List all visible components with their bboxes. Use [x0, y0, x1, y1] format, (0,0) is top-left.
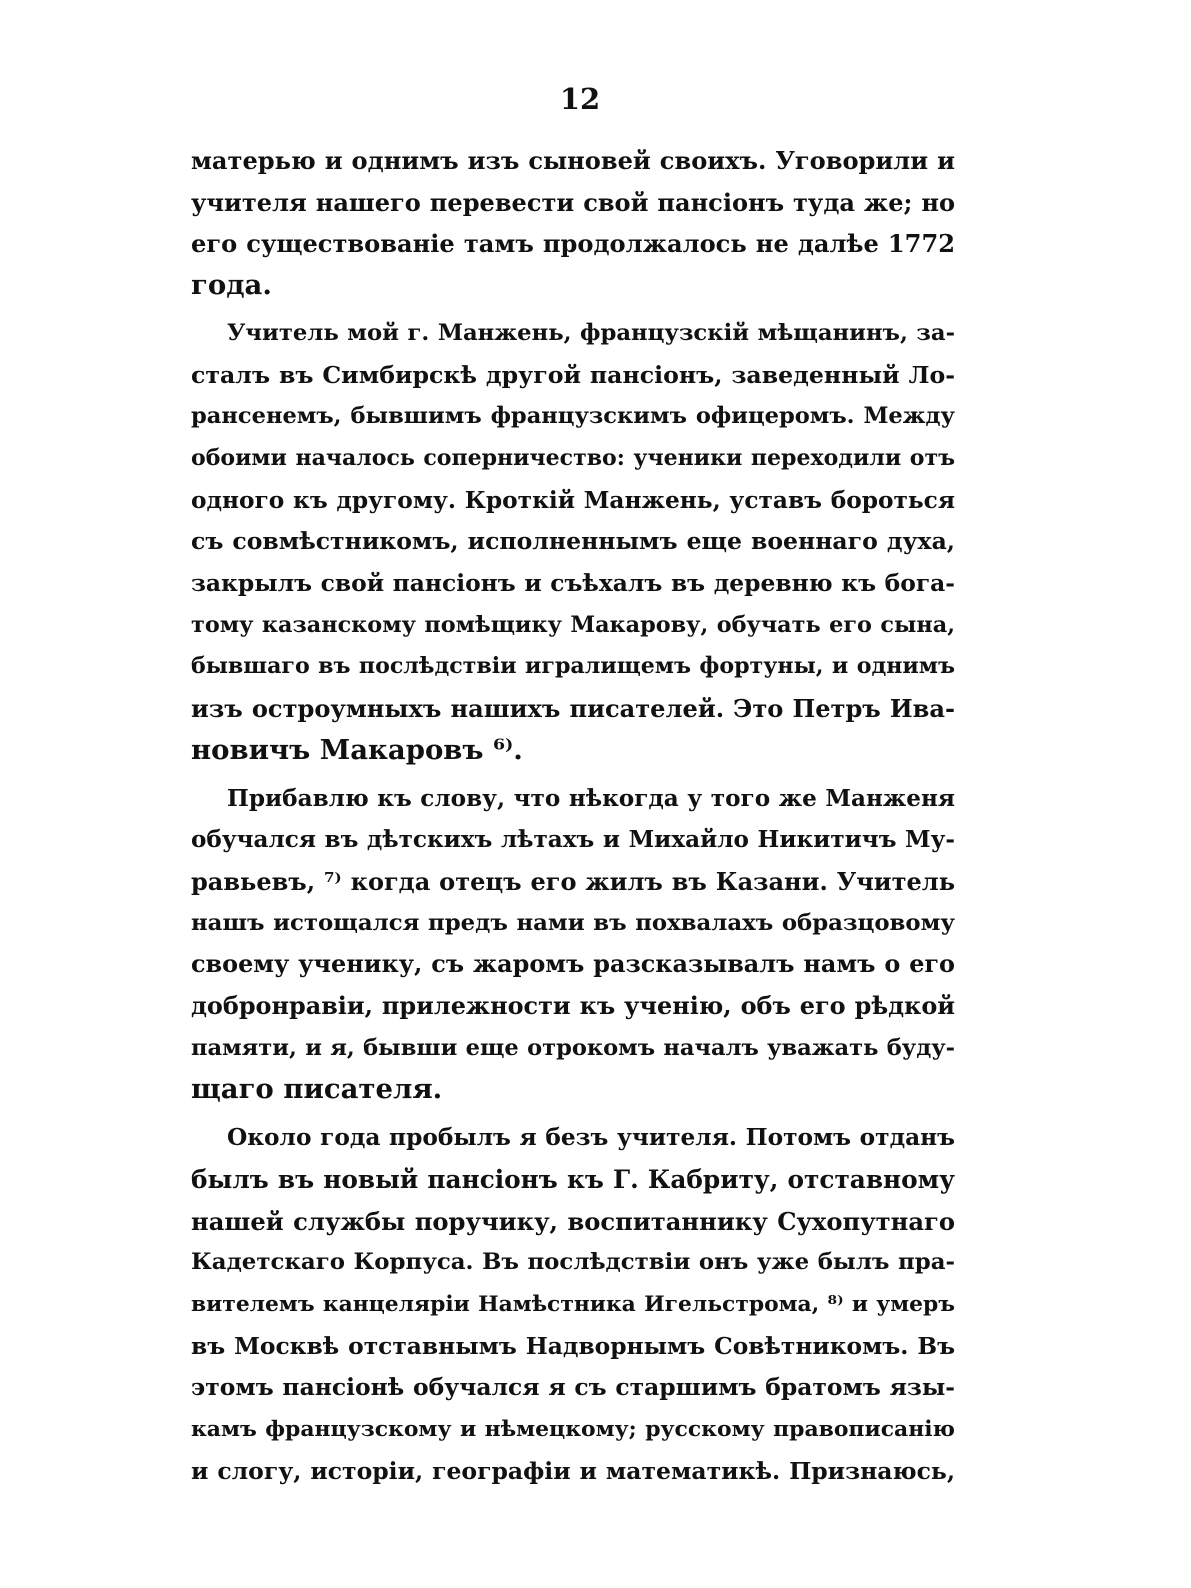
text-line: своему ученику, съ жаромъ разсказывалъ намъ о его [191, 950, 955, 979]
text-line: новичъ Макаровъ ⁶⁾. [191, 733, 523, 766]
text-line: Прибавлю къ слову, что нѣкогда у того же Манженя [227, 784, 955, 812]
text-line: и слогу, исторіи, географіи и математикѣ. Признаюсь, [191, 1456, 955, 1485]
text-line: обучался въ дѣтскихъ лѣтахъ и Михайло Никитичъ Му- [191, 826, 955, 854]
text-line: нашей службы поручику, воспитаннику Сухопутнаго [191, 1206, 955, 1236]
text-line: камъ французскому и нѣмецкому; русскому правописанію [191, 1416, 955, 1443]
text-line: Учитель мой г. Манжень, французскій мѣщанинъ, за- [227, 319, 955, 346]
text-line: Около года пробылъ я безъ учителя. Потомъ отданъ [227, 1124, 955, 1152]
text-line: обоими началось соперничество: ученики переходили отъ [191, 444, 955, 471]
text-line: съ совмѣстникомъ, исполненнымъ еще военнаго духа, [191, 527, 955, 556]
text-line: этомъ пансіонѣ обучался я съ старшимъ братомъ язы- [191, 1373, 955, 1402]
body-text [191, 140, 955, 1493]
paragraph-1 [191, 140, 955, 307]
text-line: тому казанскому помѣщику Макарову, обучать его сына, [191, 611, 955, 638]
text-line: изъ остроумныхъ нашихъ писателей. Это Петръ Ива- [191, 694, 955, 724]
text-line: закрылъ свой пансіонъ и съѣхалъ въ деревню къ бога- [191, 569, 955, 598]
text-line: учителя нашего перевести свой пансіонъ туда же; но [191, 187, 955, 217]
page-number: 12 [559, 82, 601, 116]
text-line: матерью и однимъ изъ сыновей своихъ. Уговорили и [191, 146, 955, 175]
paragraph-3 [191, 778, 955, 1112]
text-line: былъ въ новый пансіонъ къ Г. Кабриту, отставному [191, 1164, 955, 1194]
text-line: вителемъ канцеляріи Намѣстника Игельстрома, ⁸⁾ и умеръ [191, 1291, 955, 1317]
paragraph-4 [191, 1117, 955, 1492]
text-line: въ Москвѣ отставнымъ Надворнымъ Совѣтникомъ. Въ [191, 1331, 955, 1360]
text-line: сталъ въ Симбирскѣ другой пансіонъ, заведенный Ло- [191, 360, 955, 389]
text-line: щаго писателя. [191, 1073, 443, 1106]
text-line: одного къ другому. Кроткій Манжень, уставъ бороться [191, 486, 955, 514]
text-line: добронравіи, прилежности къ ученію, объ его рѣдкой [191, 992, 955, 1021]
text-line: года. [191, 269, 272, 302]
text-line: Кадетскаго Корпуса. Въ послѣдствіи онъ уже былъ пра- [191, 1249, 955, 1276]
text-line: памяти, и я, бывши еще отрокомъ началъ уважать буду- [191, 1034, 955, 1061]
paragraph-2 [191, 313, 955, 772]
text-line: бывшаго въ послѣдствіи игралищемъ фортуны, и однимъ [191, 653, 955, 680]
text-line: равьевъ, ⁷⁾ когда отецъ его жилъ въ Казани. Учитель [191, 866, 955, 896]
text-line: рансенемъ, бывшимъ французскимъ офицеромъ. Между [191, 403, 955, 430]
text-line: нашъ истощался предъ нами въ похвалахъ образцовому [191, 909, 955, 936]
text-line: его существованіе тамъ продолжалось не далѣе 1772 [191, 229, 955, 259]
